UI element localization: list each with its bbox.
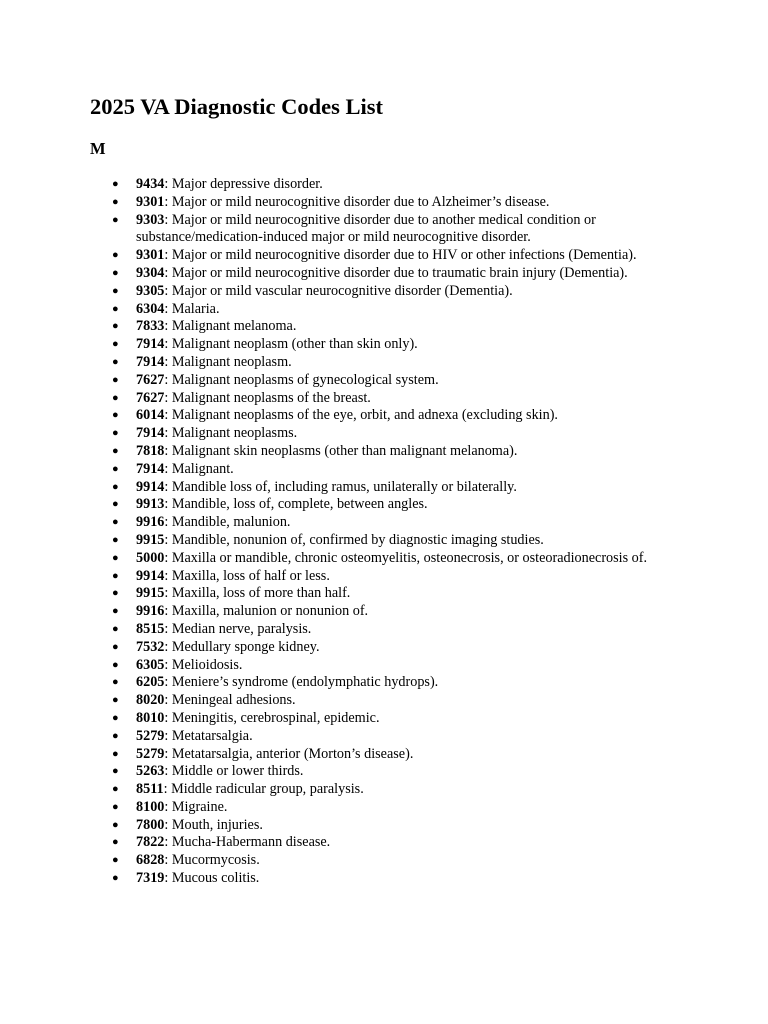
diagnostic-code: 9915 [136,585,165,602]
list-item [112,585,680,603]
bullet-icon: ● [112,462,119,475]
list-item [112,460,680,479]
bullet-icon: ● [112,676,119,689]
bullet-icon: ● [112,533,119,546]
bullet-icon: ● [112,587,119,600]
code-description: : Major or mild neurocognitive disorder due to Alzheimer’s disease. [164,193,550,210]
diagnostic-code: 5279 [136,745,165,762]
bullet-icon: ● [112,747,119,760]
code-description: : Major depressive disorder. [164,176,323,192]
diagnostic-code: 9916 [136,603,165,620]
code-description: : Maxilla or mandible, chronic osteomyelitis, osteonecrosis, or osteoradionecrosis of. [164,549,648,566]
bullet-icon: ● [112,694,119,707]
list-item [112,549,680,568]
bullet-icon: ● [112,195,119,208]
code-description: : Median nerve, paralysis. [164,620,312,637]
list-item [112,496,680,514]
code-description: : Malignant melanoma. [164,318,297,335]
list-item [112,781,680,799]
bullet-icon: ● [112,320,119,333]
list-item [112,816,680,835]
list-item [112,852,680,870]
code-description: : Melioidosis. [164,656,243,673]
diagnostic-code: 8511 [136,781,164,798]
diagnostic-code: 9304 [136,264,165,281]
list-item [112,282,680,301]
diagnostic-code: 8100 [136,798,165,815]
list-item [112,745,680,764]
list-item [112,727,680,746]
bullet-icon: ● [112,622,119,635]
diagnostic-code: 7914 [136,460,165,477]
code-description: : Middle or lower thirds. [164,763,304,780]
bullet-icon: ● [112,391,119,404]
code-description: : Mandible loss of, including ramus, unilaterally or bilaterally. [164,478,517,495]
bullet-icon: ● [112,711,119,724]
list-item [112,442,680,461]
diagnostic-code: 9301 [136,193,165,210]
code-description: : Mouth, injuries. [164,816,263,833]
list-item [112,407,680,425]
code-description: : Metatarsalgia. [164,727,253,744]
bullet-icon: ● [112,551,119,564]
section-heading-m: M [90,139,106,158]
list-item [112,247,680,265]
diagnostic-code: 9915 [136,531,165,548]
code-description: : Meniere’s syndrome (endolymphatic hydrops). [164,674,439,691]
code-description: : Major or mild neurocognitive disorder due to HIV or other infections (Dementia). [164,247,637,264]
bullet-icon: ● [112,178,119,190]
code-description: : Meningitis, cerebrospinal, epidemic. [164,709,380,726]
diagnostic-code: 6828 [136,852,165,869]
diagnostic-code: 9434 [136,176,165,192]
list-item [112,870,680,888]
bullet-icon: ● [112,266,119,279]
diagnostic-code: 7532 [136,638,165,655]
list-item [112,834,680,852]
list-item [112,692,680,710]
bullet-icon: ● [112,729,119,742]
diagnostic-code: 6305 [136,656,165,673]
code-description: : Middle radicular group, paralysis. [163,781,364,798]
bullet-icon: ● [112,640,119,653]
code-description: : Malignant skin neoplasms (other than malignant melanoma). [164,442,518,459]
code-description: : Metatarsalgia, anterior (Morton’s disease). [164,745,414,762]
bullet-icon: ● [112,836,119,849]
code-description: : Mucha-Habermann disease. [164,834,331,851]
list-item [112,371,680,390]
list-item [112,478,680,497]
code-description: : Mandible, malunion. [164,514,291,531]
diagnostic-code: 7319 [136,870,165,887]
diagnostic-code-list [90,176,680,888]
list-item [112,567,680,586]
bullet-icon: ● [112,516,119,529]
list-item [112,674,680,692]
code-description: : Mucous colitis. [164,870,260,887]
code-description: : Migraine. [164,798,228,815]
list-item [112,193,680,212]
document-page [90,92,680,888]
code-description: : Maxilla, malunion or nonunion of. [164,603,369,620]
code-description: : Maxilla, loss of half or less. [164,567,330,584]
code-description: : Malignant. [164,460,234,477]
code-description: : Mandible, nonunion of, confirmed by diagnostic imaging studies. [164,531,544,548]
list-item [112,211,680,248]
list-item [112,603,680,621]
diagnostic-code: 5000 [136,549,165,566]
code-description: : Meningeal adhesions. [164,692,296,709]
bullet-icon: ● [112,818,119,831]
diagnostic-code: 7914 [136,425,165,442]
diagnostic-code: 9913 [136,496,165,513]
list-item [112,638,680,657]
list-item [112,531,680,550]
diagnostic-code: 9303 [136,211,165,228]
diagnostic-code: 5263 [136,763,165,780]
diagnostic-code: 8515 [136,620,165,637]
list-item [112,300,680,319]
diagnostic-code: 7833 [136,318,165,335]
code-description: : Malignant neoplasm (other than skin only). [164,336,418,353]
diagnostic-code: 9916 [136,514,165,531]
diagnostic-code: 5279 [136,727,165,744]
list-item [112,763,680,781]
document-title: 2025 VA Diagnostic Codes List [90,94,383,119]
diagnostic-code: 7818 [136,442,165,459]
diagnostic-code: 9914 [136,478,165,495]
code-description: : Malignant neoplasms. [164,425,298,442]
list-item [112,656,680,675]
list-item [112,318,680,336]
diagnostic-code: 9305 [136,282,165,299]
list-item [112,353,680,372]
diagnostic-code: 6304 [136,300,165,317]
diagnostic-code: 7800 [136,816,165,833]
code-description: : Major or mild vascular neurocognitive disorder (Dementia). [164,282,513,299]
list-item [112,389,680,408]
bullet-icon: ● [112,800,119,813]
list-item [112,798,680,817]
list-item [112,514,680,532]
bullet-icon: ● [112,444,119,457]
diagnostic-code: 7822 [136,834,165,851]
bullet-icon: ● [112,783,119,796]
diagnostic-code: 6205 [136,674,165,691]
bullet-icon: ● [112,373,119,386]
diagnostic-code: 7914 [136,336,165,353]
bullet-icon: ● [112,498,119,511]
diagnostic-code: 7627 [136,389,165,406]
diagnostic-code: 9914 [136,567,165,584]
bullet-icon: ● [112,854,119,867]
list-item [112,176,680,194]
list-item [112,620,680,639]
list-item [112,425,680,443]
bullet-icon: ● [112,480,119,493]
diagnostic-code: 7914 [136,353,165,370]
bullet-icon: ● [112,355,119,368]
diagnostic-code: 7627 [136,371,165,388]
code-description: : Maxilla, loss of more than half. [164,585,351,602]
bullet-icon: ● [112,284,119,297]
bullet-icon: ● [112,338,119,351]
bullet-icon: ● [112,213,119,226]
bullet-icon: ● [112,569,119,582]
bullet-icon: ● [112,765,119,778]
code-description: : Malignant neoplasms of gynecological system. [164,371,439,388]
code-description: : Major or mild neurocognitive disorder due to traumatic brain injury (Dementia). [164,264,628,281]
list-item [112,336,680,354]
code-description: : Major or mild neurocognitive disorder due to another medical condition or substance/medication-induced major or mild neurocognitive disorder. [136,211,596,246]
code-description: : Mandible, loss of, complete, between angles. [164,496,428,513]
diagnostic-code: 8010 [136,709,165,726]
bullet-icon: ● [112,658,119,671]
diagnostic-code: 6014 [136,407,165,424]
code-description: : Malignant neoplasms of the breast. [164,389,371,406]
code-description: : Malaria. [164,300,220,317]
bullet-icon: ● [112,605,119,618]
bullet-icon: ● [112,409,119,422]
code-description: : Malignant neoplasm. [164,353,292,370]
diagnostic-code: 8020 [136,692,165,709]
diagnostic-code: 9301 [136,247,165,264]
list-item [112,709,680,728]
bullet-icon: ● [112,302,119,315]
code-description: : Mucormycosis. [164,852,260,869]
list-item [112,264,680,283]
bullet-icon: ● [112,249,119,262]
bullet-icon: ● [112,427,119,440]
code-description: : Medullary sponge kidney. [164,638,320,655]
code-description: : Malignant neoplasms of the eye, orbit, and adnexa (excluding skin). [164,407,558,424]
bullet-icon: ● [112,872,119,885]
